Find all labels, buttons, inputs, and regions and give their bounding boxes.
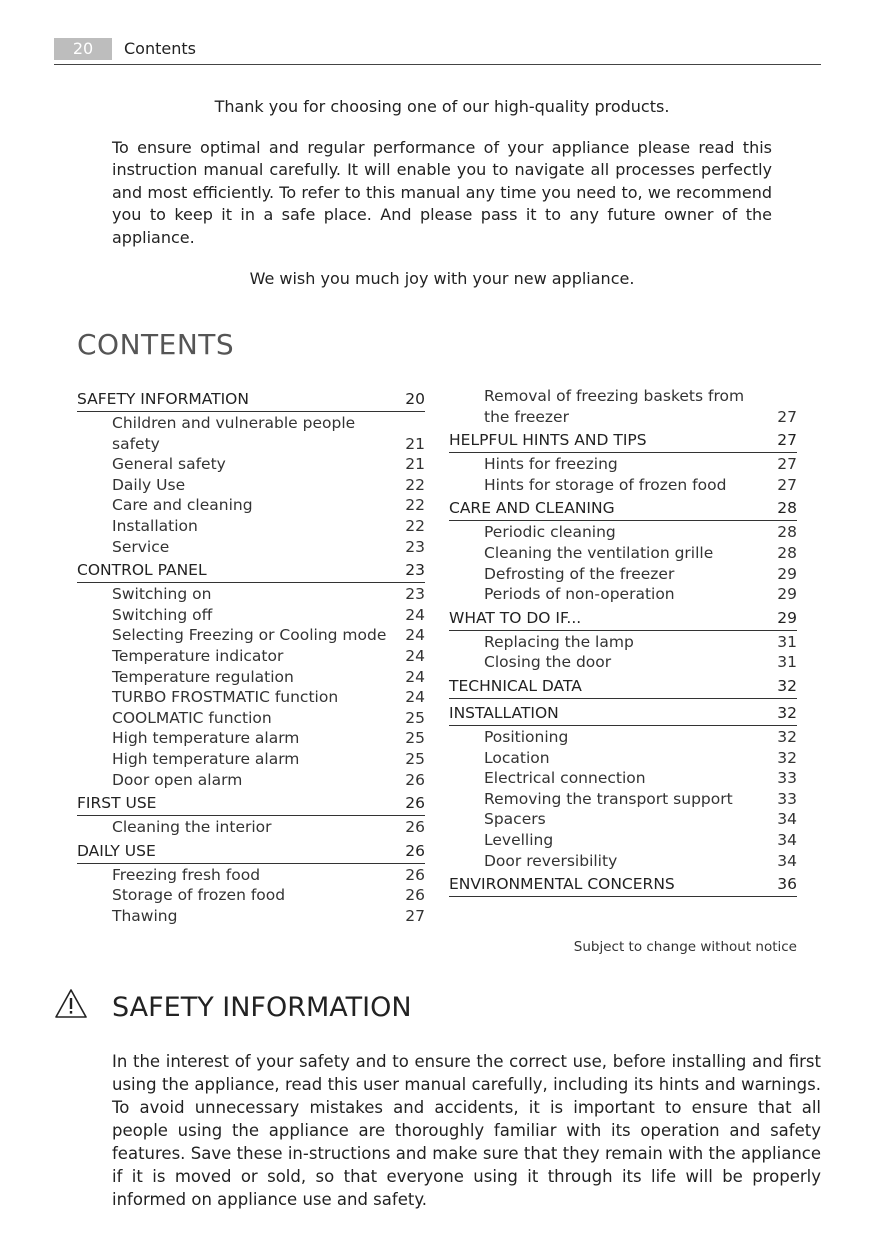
page-header [54,38,821,65]
toc-item-page: 24 [405,605,425,624]
toc-carryover-group [449,385,797,427]
toc-item-page: 33 [777,789,797,808]
safety-title: SAFETY INFORMATION [112,992,412,1023]
toc-section-page: 26 [405,841,425,860]
toc-section-page: 28 [777,499,797,518]
toc-section-title: TECHNICAL DATA [449,676,582,695]
toc-item-title: Selecting Freezing or Cooling mode [112,626,387,645]
toc-section-title: WHAT TO DO IF... [449,608,582,627]
toc-item-title: Removing the transport support [484,789,733,808]
toc-item-title: Storage of frozen food [112,886,286,905]
change-notice: Subject to change without notice [573,939,797,955]
toc-item-page: 27 [777,455,797,474]
toc-section-page: 29 [777,608,797,627]
toc-item-title: Door reversibility [484,851,618,870]
toc-item[interactable] [449,454,797,475]
toc-section-title: CARE AND CLEANING [449,499,615,518]
toc-item-page: 26 [405,886,425,905]
toc-section[interactable] [449,676,797,699]
toc-item-title: Children and vulnerable people safety [112,414,356,453]
toc-item[interactable] [449,522,797,543]
toc-section-page: 20 [405,390,425,408]
toc-section-title: HELPFUL HINTS AND TIPS [449,431,647,450]
toc-item-page: 25 [405,749,425,768]
toc-item-title: Switching on [112,585,212,604]
toc-item-title: Positioning [484,727,569,746]
toc-item-page: 27 [405,906,425,925]
toc-section-title: ENVIRONMENTAL CONCERNS [449,875,675,894]
toc-item[interactable] [77,646,425,667]
toc-section[interactable] [449,608,797,631]
toc-item-group [449,521,797,604]
toc-item[interactable] [77,454,425,475]
toc-item-page: 31 [777,632,797,651]
toc-item[interactable] [77,475,425,496]
toc-item-page: 23 [405,537,425,556]
toc-left-column [77,386,425,929]
toc-item-group [449,897,797,898]
toc-item-page: 33 [777,769,797,788]
toc-item[interactable] [77,885,425,906]
toc-item-page: 21 [405,434,425,453]
toc-item-page: 24 [405,646,425,665]
toc-item[interactable] [77,770,425,791]
toc-item[interactable] [77,728,425,749]
toc-section-page: 27 [777,431,797,450]
toc-item-title: Door open alarm [112,770,243,789]
toc-item[interactable] [77,865,425,886]
toc-item[interactable] [449,632,797,653]
toc-item-title: Periodic cleaning [484,523,616,542]
toc-item-page: 31 [777,653,797,672]
toc-item-title: COOLMATIC function [112,708,272,727]
toc-item[interactable] [449,789,797,810]
toc-item[interactable] [449,584,797,605]
toc-item[interactable] [77,749,425,770]
toc-section[interactable] [77,841,425,864]
toc-item-title: High temperature alarm [112,749,300,768]
toc-item-title: Spacers [484,810,546,829]
toc-item[interactable] [449,727,797,748]
toc-item-page: 26 [405,770,425,789]
toc-item-page: 32 [777,727,797,746]
toc-item-page: 34 [777,830,797,849]
contents-title: CONTENTS [77,328,235,361]
toc-item-title: Electrical connection [484,769,646,788]
toc-item[interactable] [449,652,797,673]
toc-item-page: 29 [777,564,797,583]
toc-item-group [77,816,425,838]
toc-section[interactable] [77,793,425,816]
toc-item-page: 32 [777,748,797,767]
toc-item-page: 34 [777,851,797,870]
toc-item-page: 22 [405,475,425,494]
page-number: 20 [54,38,112,60]
toc-right-column [449,386,797,901]
toc-item[interactable] [449,851,797,872]
toc-section-page: 36 [777,875,797,894]
toc-item[interactable] [449,748,797,769]
toc-item-page: 28 [777,523,797,542]
warning-triangle-icon [54,988,88,1020]
toc-item-title: Levelling [484,830,554,849]
toc-section[interactable] [449,430,797,453]
toc-item-page: 27 [777,407,797,426]
toc-section-page: 32 [777,676,797,695]
toc-item[interactable] [77,584,425,605]
toc-item-group [449,453,797,495]
toc-section[interactable] [449,498,797,521]
toc-item-title: Care and cleaning [112,496,253,515]
toc-item[interactable] [449,768,797,789]
toc-item-group [77,864,425,927]
toc-section-title: FIRST USE [77,794,157,813]
toc-section-page: 32 [777,703,797,722]
toc-section-title: CONTROL PANEL [77,561,207,580]
toc-item-title: Installation [112,516,198,535]
toc-item-page: 22 [405,516,425,535]
toc-item-group [449,699,797,700]
toc-item[interactable] [449,564,797,585]
toc-section-page: 26 [405,794,425,813]
toc-item[interactable] [77,537,425,558]
header-section-name: Contents [124,39,196,58]
toc-item[interactable] [77,667,425,688]
toc-item-title: Service [112,537,170,556]
toc-item[interactable] [77,495,425,516]
intro-thanks: Thank you for choosing one of our high-quality products. [214,97,670,116]
toc-item-page: 24 [405,688,425,707]
toc-item[interactable] [449,386,797,427]
toc-item-page: 25 [405,708,425,727]
toc-item[interactable] [77,516,425,537]
toc-section[interactable] [449,703,797,726]
toc-item-page: 24 [405,667,425,686]
toc-item[interactable] [77,708,425,729]
toc-item-title: Cleaning the ventilation grille [484,543,714,562]
toc-item-page: 23 [405,585,425,604]
intro-body: To ensure optimal and regular performance of your appliance please read this instruction manual carefully. It will enable you to navigate all processes perfectly and most efficiently. To refer to this manual any time you need to, we recommend you to keep it in a safe place. And please pass it to any future owner of the appliance. [112,137,772,247]
toc-item[interactable] [449,475,797,496]
toc-section-title: SAFETY INFORMATION [77,390,249,408]
intro-wish: We wish you much joy with your new appliance. [249,268,635,288]
toc-item-page: 34 [777,810,797,829]
toc-item-title: Replacing the lamp [484,632,634,651]
toc-item-page: 29 [777,585,797,604]
toc-item-title: Removal of freezing baskets from the freezer [484,387,745,426]
toc-section[interactable] [449,874,797,897]
toc-item-title: General safety [112,455,226,474]
toc-item-title: Hints for freezing [484,455,618,474]
toc-item-page: 22 [405,496,425,515]
toc-item-title: Temperature regulation [112,667,294,686]
toc-item-group [449,726,797,871]
toc-item-page: 27 [777,475,797,494]
toc-item[interactable] [77,605,425,626]
toc-item-page: 28 [777,543,797,562]
toc-item-group [77,412,425,557]
toc-item-title: Location [484,748,550,767]
toc-item[interactable] [77,817,425,838]
toc-item-title: Defrosting of the freezer [484,564,675,583]
toc-item-title: Switching off [112,605,213,624]
toc-item-title: Freezing fresh food [112,865,261,884]
toc-item-title: High temperature alarm [112,729,300,748]
safety-text: In the interest of your safety and to ensure the correct use, before installing and first using the appliance, read this user manual carefully, including its hints and warnings. To avoid unnecessary mistakes and accidents, it is important to ensure that all people using the appliance are thoroughly familiar with its operation and safety features. Save these in-structions and make sure that they remain with the appliance if it is moved or sold, so that everyone using it through its life will be properly informed on appliance use and safety. [112,1052,821,1209]
toc-item-page: 21 [405,455,425,474]
toc-item-page: 26 [405,818,425,837]
toc-item[interactable] [449,543,797,564]
toc-item-title: Temperature indicator [112,646,284,665]
toc-item-title: Periods of non-operation [484,585,675,604]
toc-item[interactable] [77,625,425,646]
toc-section-page: 23 [405,561,425,580]
toc-item-title: TURBO FROSTMATIC function [112,688,339,707]
toc-section-title: DAILY USE [77,841,156,860]
toc-section-title: INSTALLATION [449,703,559,722]
toc-item-page: 24 [405,626,425,645]
toc-item-page: 25 [405,729,425,748]
toc-item-title: Hints for storage of frozen food [484,475,727,494]
toc-item-title: Thawing [112,906,178,925]
toc-item-group [77,583,425,790]
toc-item[interactable] [77,413,425,454]
toc-item-title: Cleaning the interior [112,818,272,837]
toc-item-title: Closing the door [484,653,612,672]
toc-item[interactable] [449,809,797,830]
toc-item[interactable] [77,687,425,708]
toc-section[interactable] [77,560,425,583]
toc-item-group [449,631,797,673]
intro [112,96,772,290]
toc-item-title: Daily Use [112,475,186,494]
toc-item-page: 26 [405,865,425,884]
toc-item[interactable] [77,906,425,927]
toc-item[interactable] [449,830,797,851]
toc-section[interactable] [77,389,425,412]
